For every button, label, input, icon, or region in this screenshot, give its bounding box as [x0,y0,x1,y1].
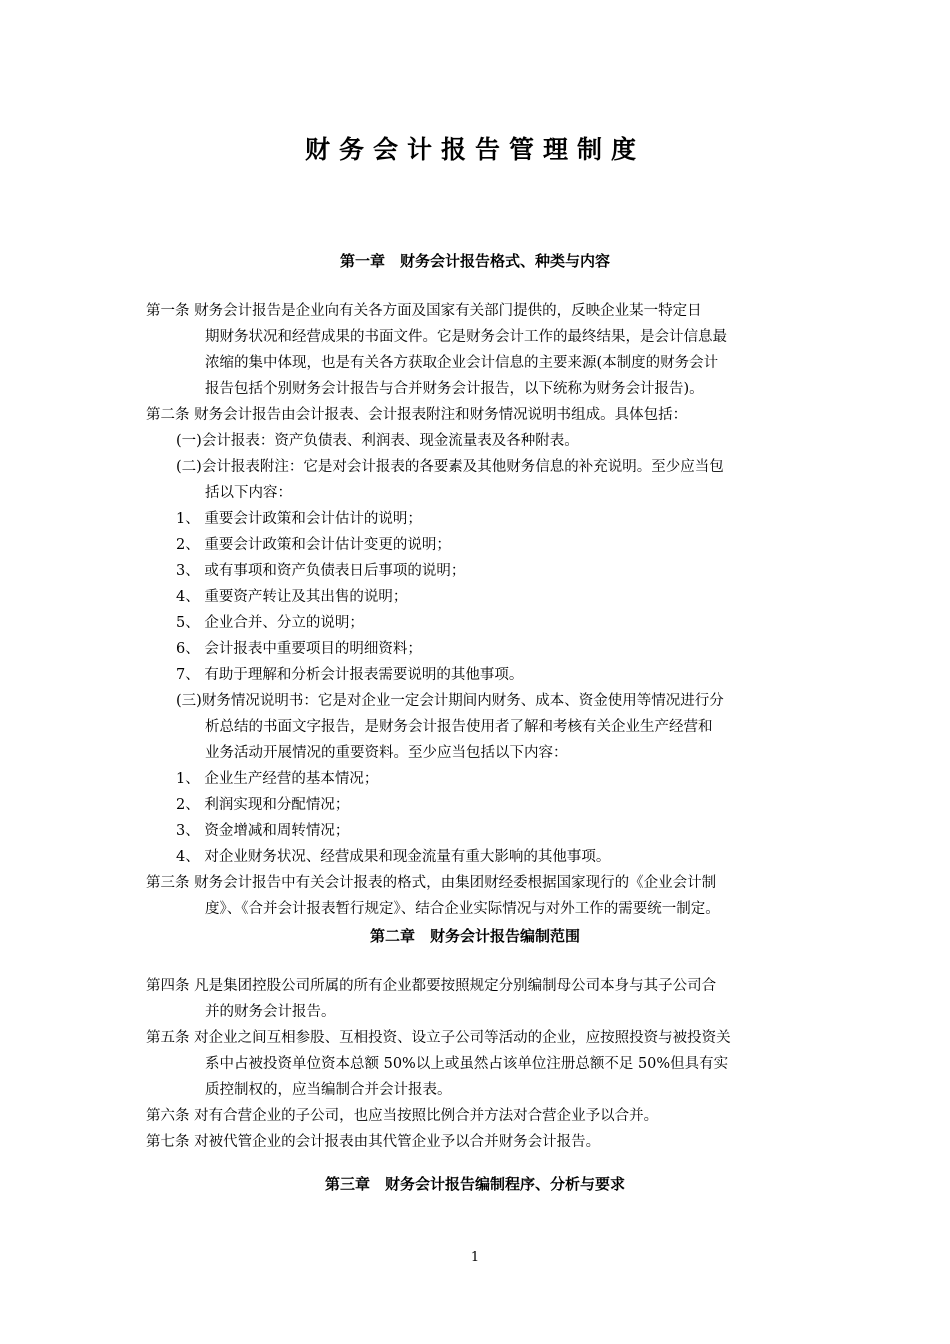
list-item: 7、 有助于理解和分析会计报表需要说明的其他事项。 [176,667,524,683]
list-item: 3、 或有事项和资产负债表日后事项的说明； [176,563,466,579]
article-4-line-1: 第四条 凡是集团控股公司所属的所有企业都要按照规定分别编制母公司本身与其子公司合 [146,978,717,994]
list-item: 1、 重要会计政策和会计估计的说明； [176,511,422,527]
chapter-2-heading: 第二章 财务会计报告编制范围 [369,927,580,945]
item-2-line-2: 括以下内容： [205,485,292,501]
list-item: 2、 重要会计政策和会计估计变更的说明； [176,537,451,553]
item-3-line-1: (三)财务情况说明书：它是对企业一定会计期间内财务、成本、资金使用等情况进行分 [176,693,724,709]
article-4-line-2: 并的财务会计报告。 [205,1004,336,1020]
item-2-line-1: (二)会计报表附注：它是对会计报表的各要素及其他财务信息的补充说明。至少应当包 [176,459,724,475]
article-5-line-3: 质控制权的，应当编制合并会计报表。 [205,1082,452,1098]
article-1-line-1: 第一条 财务会计报告是企业向有关各方面及国家有关部门提供的，反映企业某一特定日 [146,303,702,319]
article-3-line-2: 度》、《合并会计报表暂行规定》、结合企业实际情况与对外工作的需要统一制定。 [205,901,720,917]
item-3-line-3: 业务活动开展情况的重要资料。至少应当包括以下内容： [205,745,568,761]
article-1-line-4: 报告包括个别财务会计报告与合并财务会计报告，以下统称为财务会计报告)。 [205,381,704,397]
list-item: 1、 企业生产经营的基本情况； [176,771,379,787]
article-3-line-1: 第三条 财务会计报告中有关会计报表的格式，由集团财经委根据国家现行的《企业会计制 [146,875,717,891]
list-item: 2、 利润实现和分配情况； [176,797,350,813]
list-item: 3、 资金增减和周转情况； [176,823,350,839]
chapter-1-heading: 第一章 财务会计报告格式、种类与内容 [339,252,610,270]
list-item: 4、 重要资产转让及其出售的说明； [176,589,408,605]
page-number: 1 [470,1250,480,1265]
article-2-line-1: 第二条 财务会计报告由会计报表、会计报表附注和财务情况说明书组成。具体包括： [146,407,688,423]
page-title: 财务会计报告管理制度 [304,135,645,164]
article-1-line-2: 期财务状况和经营成果的书面文件。它是财务会计工作的最终结果，是会计信息最 [205,329,727,345]
article-7-line-1: 第七条 对被代管企业的会计报表由其代管企业予以合并财务会计报告。 [146,1134,601,1150]
list-item: 6、 会计报表中重要项目的明细资料； [176,641,422,657]
item-3-line-2: 析总结的书面文字报告，是财务会计报告使用者了解和考核有关企业生产经营和 [205,719,713,735]
item-1-line-1: (一)会计报表：资产负债表、利润表、现金流量表及各种附表。 [176,433,579,449]
chapter-3-heading: 第三章 财务会计报告编制程序、分析与要求 [324,1175,625,1193]
article-5-line-2: 系中占被投资单位资本总额 50%以上或虽然占该单位注册总额不足 50%但具有实 [205,1056,729,1072]
article-1-line-3: 浓缩的集中体现，也是有关各方获取企业会计信息的主要来源(本制度的财务会计 [205,355,719,371]
list-item: 5、 企业合并、分立的说明； [176,615,364,631]
article-6-line-1: 第六条 对有合营企业的子公司，也应当按照比例合并方法对合营企业予以合并。 [146,1108,659,1124]
list-item: 4、 对企业财务状况、经营成果和现金流量有重大影响的其他事项。 [176,849,611,865]
article-5-line-1: 第五条 对企业之间互相参股、互相投资、设立子公司等活动的企业，应按照投资与被投资关 [146,1030,731,1046]
